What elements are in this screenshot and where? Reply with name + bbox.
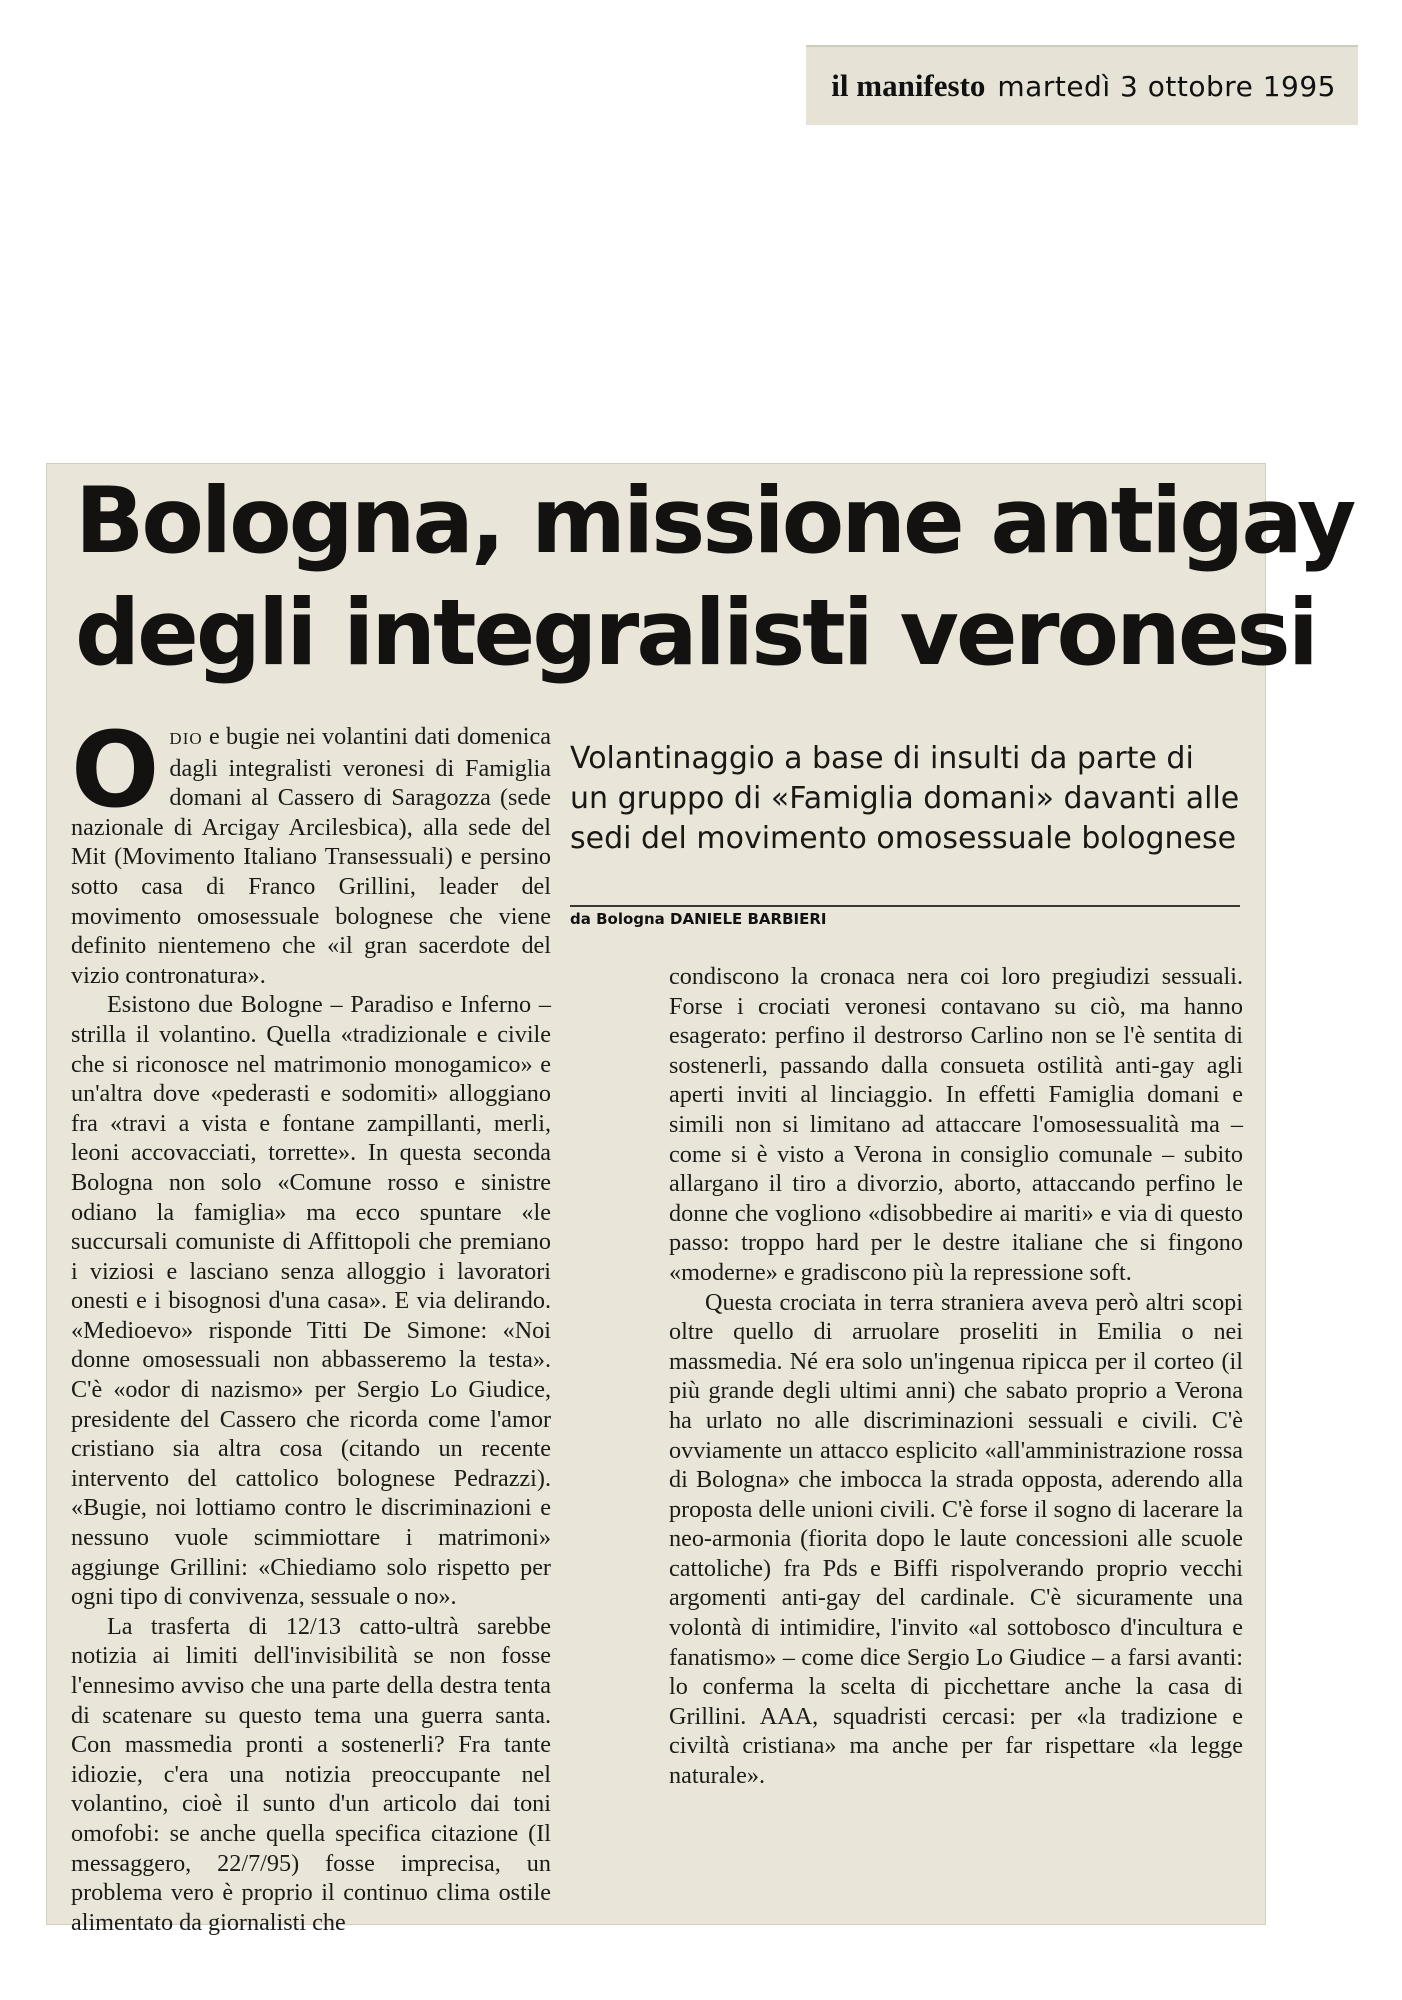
newspaper-name: il manifesto: [831, 68, 986, 103]
article-clipping: [46, 463, 1354, 1936]
publication-date: martedì 3 ottobre 1995: [997, 69, 1336, 103]
article-column-left: [71, 709, 551, 1937]
byline: da Bologna DANIELE BARBIERI: [570, 905, 1240, 928]
opening-word: DIO: [169, 729, 203, 748]
headline-line-1: Bologna, missione antigay: [75, 469, 1354, 574]
paragraph-1-text: e bugie nei volantini dati domenica dagli integralisti veronesi di Famiglia domani al Cassero di Saragozza (sede nazionale di Arcigay Arcilesbica), alla sede del Mit (Movimento Italiano Transessuali) e persino sotto casa di Franco Grillini, leader del movimento omosessuale bolognese che viene definito nientemeno che «il gran sacerdote del vizio contronatura».: [71, 723, 551, 989]
drop-cap: O: [71, 709, 160, 831]
paragraph-1: [71, 709, 551, 990]
headline-line-2: degli integralisti veronesi: [75, 581, 1316, 686]
headline: [75, 466, 1354, 690]
masthead: [806, 45, 1358, 125]
paragraph-5: Questa crociata in terra straniera aveva però altri scopi oltre quello di arruolare proseliti in Emilia o nei massmedia. Né era solo un'ingenua ripicca per il corteo (il più grande degli ultimi anni) che sabato proprio a Verona ha urlato no alle discriminazioni sessuali e civili. C'è ovviamente un attacco esplicito «all'amministrazione rossa di Bologna» che imbocca la strada opposta, aderendo alla proposta delle unioni civili. C'è forse il sogno di lacerare la neo-armonia (fiorita dopo le laute concessioni alle scuole cattoliche) fra Pds e Biffi rispolverando proprio vecchi argomenti anti-gay del cardinale. C'è sicuramente una volontà di intimidire, l'invito «al sottobosco d'incultura e fanatismo» – come dice Sergio Lo Giudice – a farsi avanti: lo conferma la scelta di picchettare anche la casa di Grillini. AAA, squadristi cercasi: per «la tradizione e civiltà cristiana» ma anche per far rispettare «la legge naturale».: [669, 1288, 1243, 1790]
article-column-right: [669, 962, 1243, 1791]
paragraph-3: La trasferta di 12/13 catto-ultrà sarebbe notizia ai limiti dell'invisibilità se non fosse l'ennesimo avviso che una parte della destra tenta di scatenare su questo tema una guerra santa. Con massmedia pronti a sostenerli? Fra tante idiozie, c'era una notizia preoccupante nel volantino, cioè il sunto d'un articolo dai toni omofobi: se anche quella specifica citazione (Il messaggero, 22/7/95) fosse imprecisa, un problema vero è proprio il continuo clima ostile alimentato da giornalisti che: [71, 1612, 551, 1936]
paragraph-4: condiscono la cronaca nera coi loro pregiudizi sessuali. Forse i crociati veronesi contavano su ciò, ma hanno esagerato: perfino il destrorso Carlino non se l'è sentita di sostenerli, passando dalla consueta ostilità anti-gay agli aperti inviti al linciaggio. In effetti Famiglia domani e simili non si limitano ad attaccare l'omosessualità ma – come si è visto a Verona in consiglio comunale – subito allargano il tiro a divorzio, aborto, attaccando perfino le donne che vogliono «disobbedire ai mariti» e via di questo passo: troppo hard per le destre italiane che si fingono «moderne» e gradiscono più la repressione soft.: [669, 963, 1243, 1286]
paragraph-2: Esistono due Bologne – Paradiso e Inferno – strilla il volantino. Quella «tradizionale e civile che si riconosce nel matrimonio monogamico» e un'altra dove «pederasti e sodomiti» alloggiano fra «travi a vista e fontane zampillanti, merli, leoni accovacciati, torrette». In questa seconda Bologna non solo «Comune rosso e sinistre odiano la famiglia» ma ecco spuntare «le succursali comuniste di Affittopoli che premiano i viziosi e lasciano senza alloggio i lavoratori onesti e i bisognosi d'una casa». E via delirando. «Medioevo» risponde Titti De Simone: «Noi donne omosessuali non abbasseremo la testa». C'è «odor di nazismo» per Sergio Lo Giudice, presidente del Cassero che ricorda come l'amor cristiano sia altra cosa (citando un recente intervento del cattolico bolognese Pedrazzi). «Bugie, noi lottiamo contro le discriminazioni e nessuno vuole scimmiottare i matrimoni» aggiunge Grillini: «Chiediamo solo rispetto per ogni tipo di convivenza, sessuale o no».: [71, 991, 551, 1611]
subheadline: Volantinaggio a base di insulti da parte di un gruppo di «Famiglia domani» davanti alle sedi del movimento omosessuale bolognese: [570, 741, 1240, 856]
